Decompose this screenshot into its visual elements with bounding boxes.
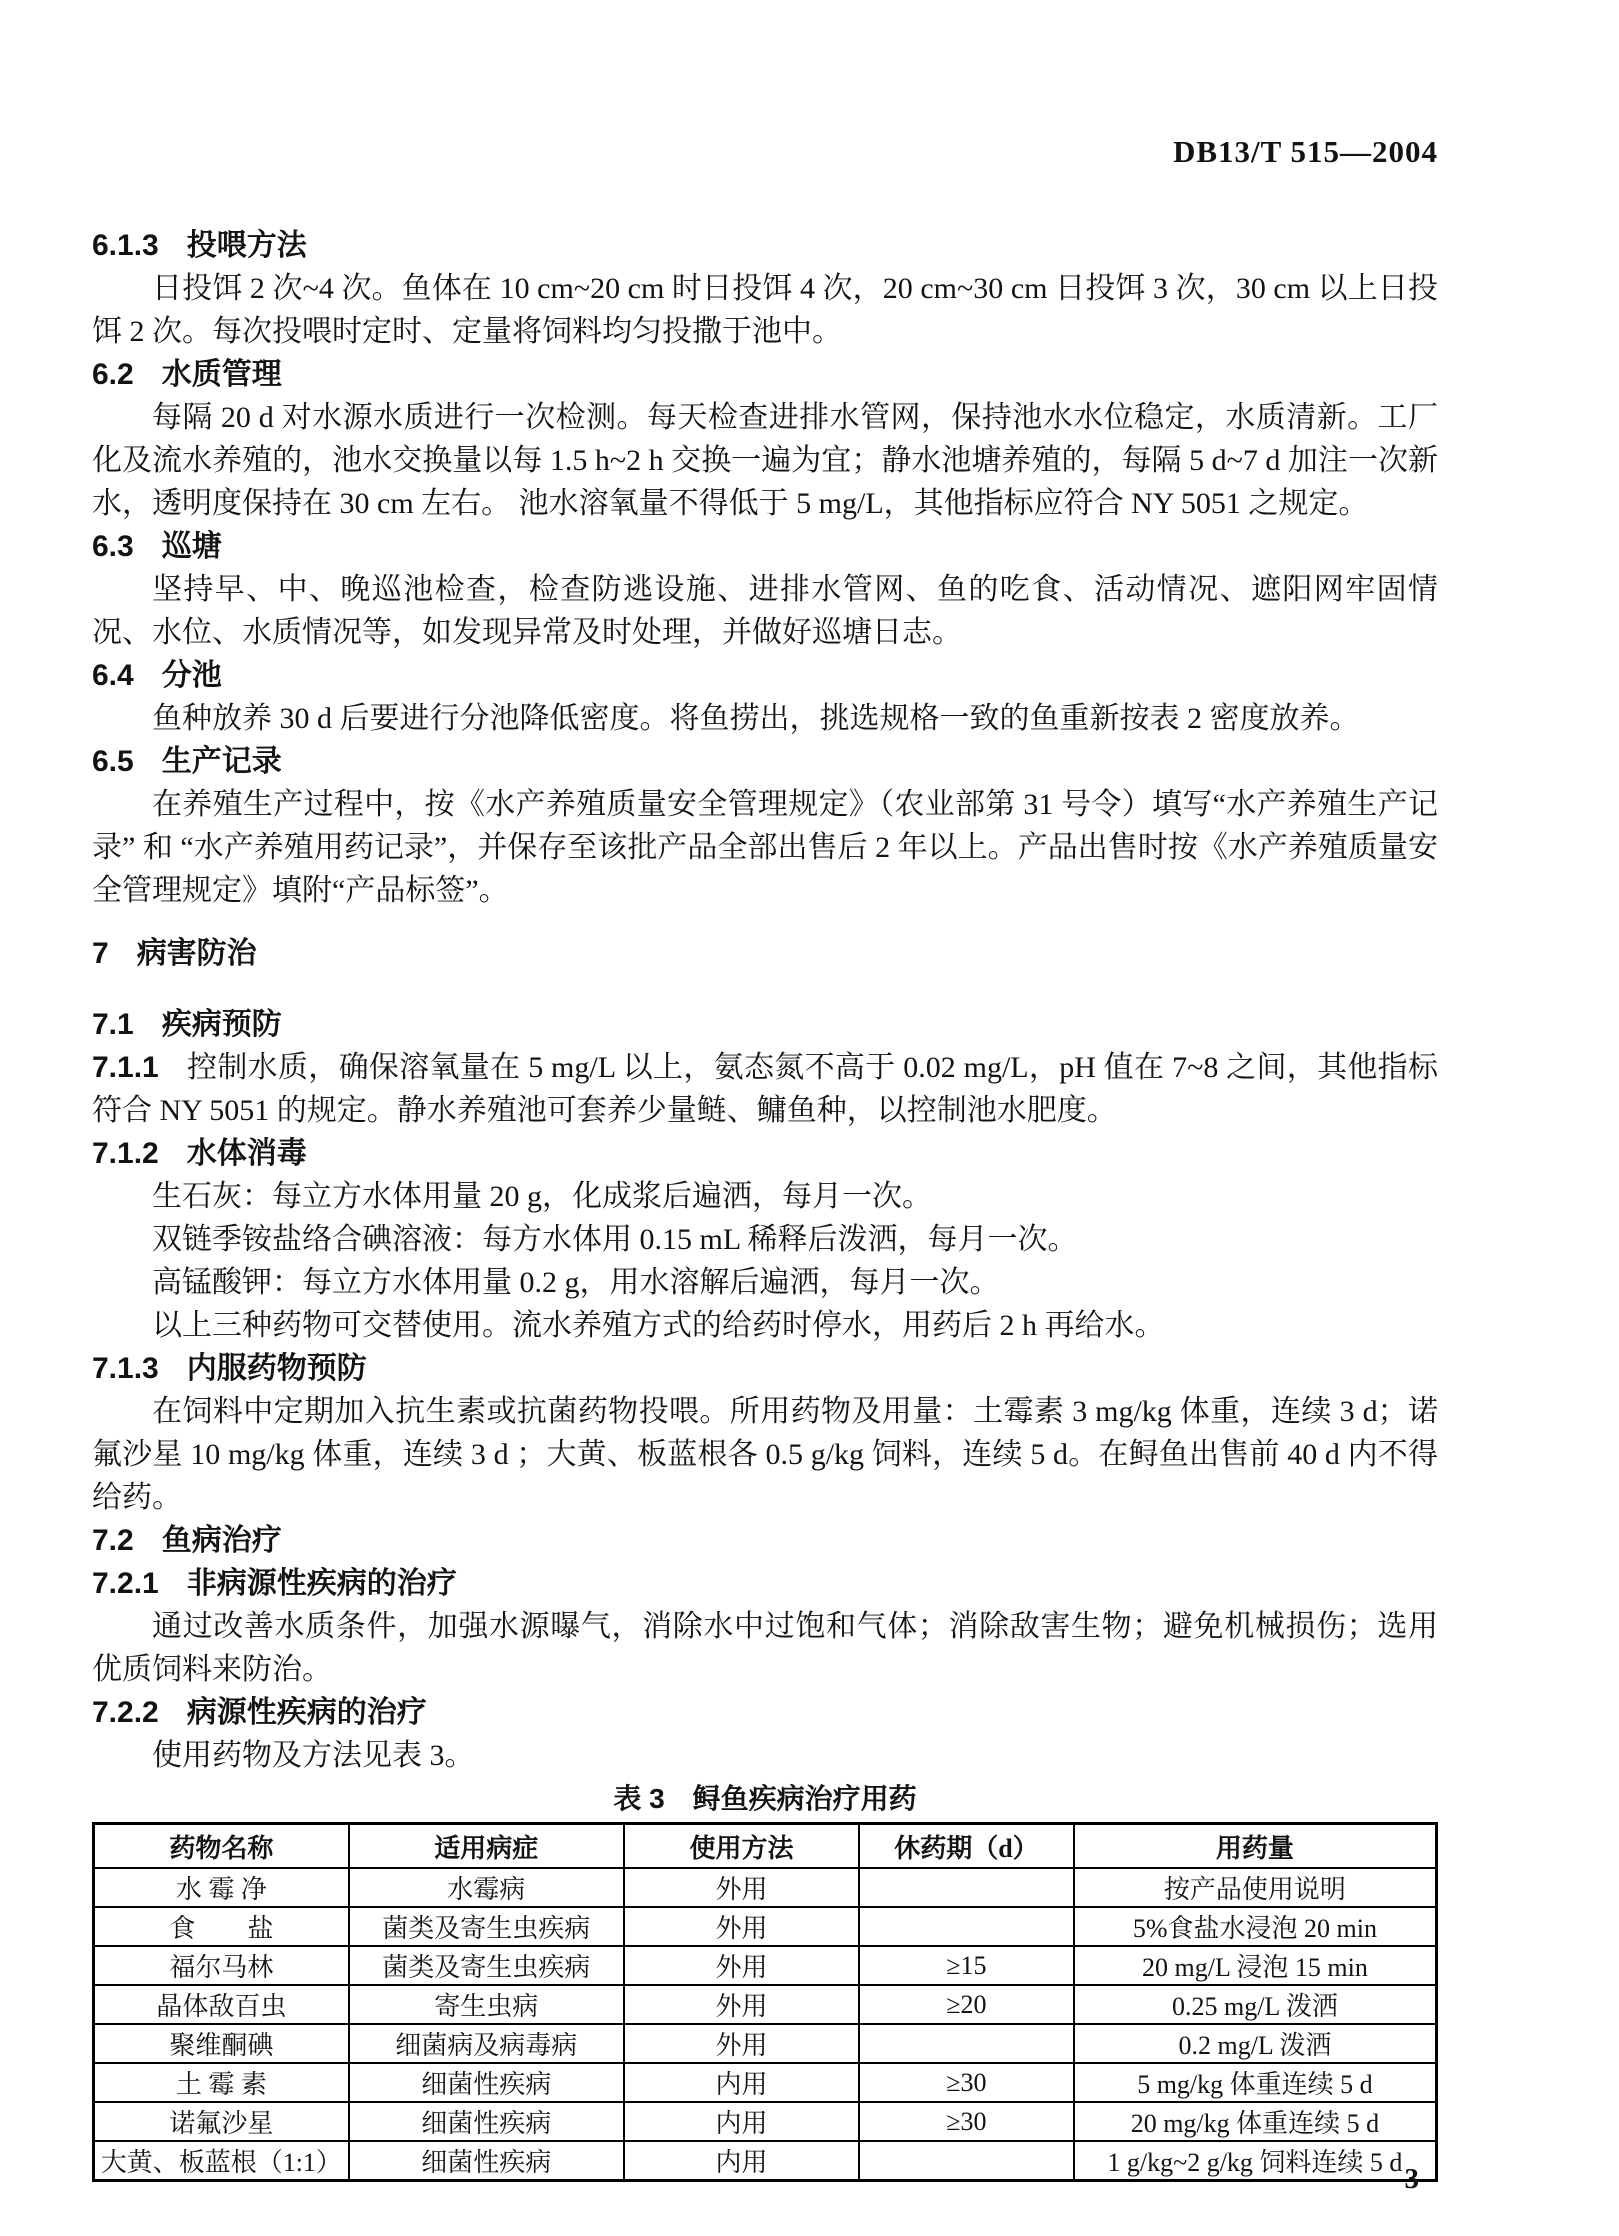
clause-number: 6.2 <box>92 358 134 391</box>
clause-title: 水质管理 <box>161 358 282 391</box>
heading-6-1-3 <box>92 224 1438 267</box>
cell-drug-name: 土 霉 素 <box>94 2063 349 2102</box>
cell-withdrawal: ≥20 <box>859 1985 1074 2024</box>
paragraph-production-record: 在养殖生产过程中，按《水产养殖质量安全管理规定》（农业部第 31 号令）填写“水产养殖生产记录” 和 “水产养殖用药记录”，并保存至该批产品全部出售后 2 年以上。产品出售时按《水产养殖质量安全管理规定》填附“产品标签”。 <box>92 788 1438 907</box>
clause-title: 病害防治 <box>136 937 257 970</box>
table-row <box>94 2024 1437 2063</box>
cell-indication: 菌类及寄生虫疾病 <box>349 1907 624 1946</box>
table-row <box>94 1868 1437 1907</box>
col-header-indication: 适用病症 <box>349 1824 624 1869</box>
cell-indication: 细菌性疾病 <box>349 2102 624 2141</box>
clause-number: 7.1.1 <box>92 1051 159 1084</box>
cell-withdrawal: ≥30 <box>859 2063 1074 2102</box>
table-row <box>94 1946 1437 1985</box>
cell-withdrawal: ≥15 <box>859 1946 1074 1985</box>
table-row <box>94 2102 1437 2141</box>
cell-dosage: 按产品使用说明 <box>1074 1868 1437 1907</box>
paragraph-oral-prevention: 在饲料中定期加入抗生素或抗菌药物投喂。所用药物及用量：土霉素 3 mg/kg 体重，连续 3 d；诺氟沙星 10 mg/kg 体重，连续 3 d ；大黄、板蓝根各 0.5 g/kg 饲料，连续 5 d。在鲟鱼出售前 40 d 内不得给药。 <box>92 1395 1438 1514</box>
clause-number: 6.1.3 <box>92 229 159 262</box>
page-content <box>92 132 1438 2182</box>
clause-title: 生产记录 <box>161 745 282 778</box>
cell-indication: 细菌性疾病 <box>349 2063 624 2102</box>
table-header-row <box>94 1824 1437 1869</box>
cell-usage: 外用 <box>624 1907 859 1946</box>
doc-number: DB13/T 515—2004 <box>1172 134 1438 169</box>
clause-7-1-1 <box>92 1046 1438 1132</box>
cell-indication: 水霉病 <box>349 1868 624 1907</box>
table-row <box>94 2063 1437 2102</box>
cell-dosage: 5 mg/kg 体重连续 5 d <box>1074 2063 1437 2102</box>
table-row <box>94 1907 1437 1946</box>
cell-dosage: 0.2 mg/L 泼洒 <box>1074 2024 1437 2063</box>
cell-indication: 菌类及寄生虫疾病 <box>349 1946 624 1985</box>
heading-6-5 <box>92 740 1438 783</box>
clause-title: 疾病预防 <box>161 1008 282 1041</box>
paragraph-quicklime: 生石灰：每立方水体用量 20 g，化成浆后遍洒，每月一次。 <box>152 1180 932 1213</box>
heading-7-1 <box>92 1003 1438 1046</box>
paragraph-patrol: 坚持早、中、晚巡池检查，检查防逃设施、进排水管网、鱼的吃食、活动情况、遮阳网牢固情况、水位、水质情况等，如发现异常及时处理，并做好巡塘日志。 <box>92 573 1438 649</box>
paragraph-nonpathogenic: 通过改善水质条件，加强水源曝气，消除水中过饱和气体；消除敌害生物；避免机械损伤；选用优质饲料来防治。 <box>92 1610 1438 1686</box>
cell-withdrawal: ≥30 <box>859 2102 1074 2141</box>
col-header-usage: 使用方法 <box>624 1824 859 1869</box>
clause-text: 控制水质，确保溶氧量在 5 mg/L 以上，氨态氮不高于 0.02 mg/L，pH 值在 7~8 之间，其他指标符合 NY 5051 的规定。静水养殖池可套养少量鲢、鳙鱼种，以控制池水肥度。 <box>92 1051 1438 1127</box>
cell-drug-name: 水 霉 净 <box>94 1868 349 1907</box>
clause-number: 7.2.2 <box>92 1696 159 1729</box>
clause-title: 投喂方法 <box>186 229 307 262</box>
cell-usage: 内用 <box>624 2063 859 2102</box>
page-number: 3 <box>1404 2163 1419 2195</box>
cell-dosage: 20 mg/L 浸泡 15 min <box>1074 1946 1437 1985</box>
heading-7 <box>92 932 1438 975</box>
cell-drug-name: 聚维酮碘 <box>94 2024 349 2063</box>
table3-drug-table <box>92 1822 1438 2182</box>
clause-title: 内服药物预防 <box>186 1352 367 1385</box>
col-header-dosage: 用药量 <box>1074 1824 1437 1869</box>
paragraph-water-quality: 每隔 20 d 对水源水质进行一次检测。每天检查进排水管网，保持池水水位稳定，水质清新。工厂化及流水养殖的，池水交换量以每 1.5 h~2 h 交换一遍为宜；静水池塘养殖的，每隔 5 d~7 d 加注一次新水，透明度保持在 30 cm 左右。 池水溶氧量不得低于 5 mg/L，其他指标应符合 NY 5051 之规定。 <box>92 401 1438 520</box>
paragraph-permanganate: 高锰酸钾：每立方水体用量 0.2 g，用水溶解后遍洒，每月一次。 <box>152 1266 1000 1299</box>
cell-indication: 细菌病及病毒病 <box>349 2024 624 2063</box>
cell-dosage: 5%食盐水浸泡 20 min <box>1074 1907 1437 1946</box>
paragraph-iodine-solution: 双链季铵盐络合碘溶液：每方水体用 0.15 mL 稀释后泼洒，每月一次。 <box>152 1223 1078 1256</box>
clause-number: 7.2.1 <box>92 1567 159 1600</box>
table3-title: 表 3 鲟鱼疾病治疗用药 <box>613 1783 917 1814</box>
clause-title: 非病源性疾病的治疗 <box>186 1567 457 1600</box>
clause-title: 鱼病治疗 <box>161 1524 282 1557</box>
cell-drug-name: 晶体敌百虫 <box>94 1985 349 2024</box>
col-header-drug-name: 药物名称 <box>94 1824 349 1869</box>
cell-withdrawal <box>859 2024 1074 2063</box>
cell-drug-name: 福尔马林 <box>94 1946 349 1985</box>
cell-indication: 细菌性疾病 <box>349 2141 624 2181</box>
paragraph-drug-rotation: 以上三种药物可交替使用。流水养殖方式的给药时停水，用药后 2 h 再给水。 <box>152 1309 1165 1342</box>
cell-usage: 内用 <box>624 2141 859 2181</box>
paragraph-see-table3: 使用药物及方法见表 3。 <box>152 1739 475 1772</box>
cell-drug-name: 诺氟沙星 <box>94 2102 349 2141</box>
cell-withdrawal <box>859 2141 1074 2181</box>
col-header-withdrawal: 休药期（d） <box>859 1824 1074 1869</box>
cell-dosage: 20 mg/kg 体重连续 5 d <box>1074 2102 1437 2141</box>
cell-withdrawal <box>859 1868 1074 1907</box>
clause-number: 6.3 <box>92 530 134 563</box>
heading-7-1-2 <box>92 1132 1438 1175</box>
heading-7-2-1 <box>92 1562 1438 1605</box>
clause-number: 7.1.3 <box>92 1352 159 1385</box>
cell-usage: 外用 <box>624 1985 859 2024</box>
heading-6-3 <box>92 525 1438 568</box>
cell-dosage: 1 g/kg~2 g/kg 饲料连续 5 d <box>1074 2141 1437 2181</box>
clause-title: 水体消毒 <box>186 1137 307 1170</box>
heading-6-4 <box>92 654 1438 697</box>
cell-usage: 外用 <box>624 2024 859 2063</box>
heading-7-2 <box>92 1519 1438 1562</box>
cell-usage: 外用 <box>624 1946 859 1985</box>
heading-6-2 <box>92 353 1438 396</box>
clause-title: 巡塘 <box>161 530 222 563</box>
clause-title: 分池 <box>161 659 222 692</box>
table-row <box>94 1985 1437 2024</box>
cell-usage: 内用 <box>624 2102 859 2141</box>
cell-drug-name: 食 盐 <box>94 1907 349 1946</box>
cell-usage: 外用 <box>624 1868 859 1907</box>
paragraph-feeding-method: 日投饵 2 次~4 次。鱼体在 10 cm~20 cm 时日投饵 4 次，20 cm~30 cm 日投饵 3 次，30 cm 以上日投饵 2 次。每次投喂时定时、定量将饲料均匀投撒于池中。 <box>92 272 1438 348</box>
clause-number: 7 <box>92 937 109 970</box>
cell-withdrawal <box>859 1907 1074 1946</box>
cell-indication: 寄生虫病 <box>349 1985 624 2024</box>
clause-title: 病源性疾病的治疗 <box>186 1696 427 1729</box>
clause-number: 7.2 <box>92 1524 134 1557</box>
heading-7-1-3 <box>92 1347 1438 1390</box>
clause-number: 7.1 <box>92 1008 134 1041</box>
heading-7-2-2 <box>92 1691 1438 1734</box>
cell-dosage: 0.25 mg/L 泼洒 <box>1074 1985 1437 2024</box>
clause-number: 6.4 <box>92 659 134 692</box>
clause-number: 7.1.2 <box>92 1137 159 1170</box>
paragraph-pond-split: 鱼种放养 30 d 后要进行分池降低密度。将鱼捞出，挑选规格一致的鱼重新按表 2 密度放养。 <box>152 702 1360 735</box>
clause-number: 6.5 <box>92 745 134 778</box>
cell-drug-name: 大黄、板蓝根（1:1） <box>94 2141 349 2181</box>
table-row <box>94 2141 1437 2181</box>
